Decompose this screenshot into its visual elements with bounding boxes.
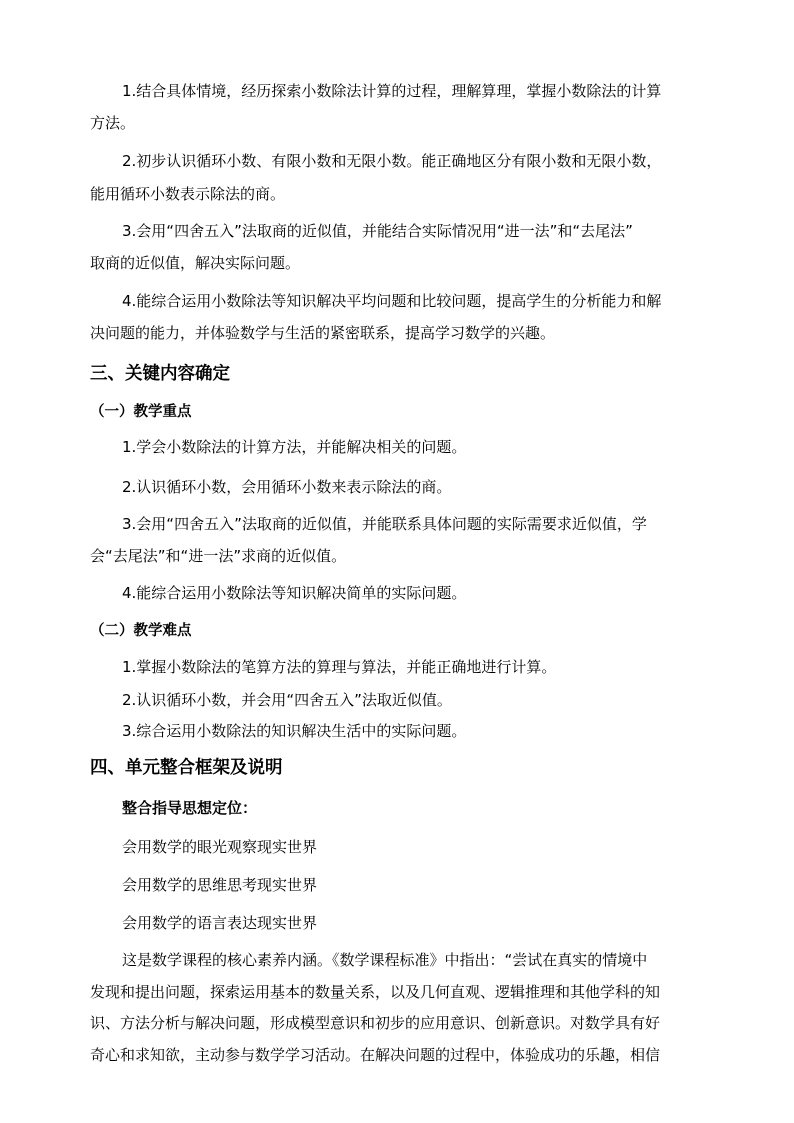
goal-3-line-2: 取商的近似值，解决实际问题。 (90, 254, 301, 272)
section-3-heading: 三、关键内容确定 (90, 364, 230, 384)
focus-item-2: 2.认识循环小数，会用循环小数来表示除法的商。 (122, 478, 452, 496)
core-line-2: 会用数学的思维思考现实世界 (122, 876, 318, 894)
paragraph-line-2: 发现和提出问题，探索运用基本的数量关系，以及几何直观、逻辑推理和其他学科的知 (90, 983, 661, 1001)
goal-4-line-1: 4.能综合运用小数除法等知识解决平均问题和比较问题，提高学生的分析能力和解 (122, 292, 662, 310)
difficulty-item-1: 1.掌握小数除法的笔算方法的算理与算法，并能正确地进行计算。 (122, 658, 557, 676)
goal-1-line-2: 方法。 (90, 114, 136, 132)
paragraph-line-3: 识、方法分析与解决问题，形成模型意识和初步的应用意识、创新意识。对数学具有好 (90, 1014, 661, 1032)
paragraph-line-4: 奇心和求知欲，主动参与数学学习活动。在解决问题的过程中，体验成功的乐趣，相信 (90, 1046, 661, 1064)
teaching-difficulty-heading: （二）教学难点 (90, 623, 192, 639)
focus-item-1: 1.学会小数除法的计算方法，并能解决相关的问题。 (122, 438, 467, 456)
focus-item-3-line-1: 3.会用“四舍五入”法取商的近似值，并能联系具体问题的实际需要求近似值，学 (122, 515, 647, 533)
paragraph-line-1: 这是数学课程的核心素养内涵。《数学课程标准》中指出：“尝试在真实的情境中 (122, 951, 648, 969)
section-4-heading: 四、单元整合框架及说明 (90, 758, 283, 778)
goal-1-line-1: 1.结合具体情境，经历探索小数除法计算的过程，理解算理，掌握小数除法的计算 (122, 82, 662, 100)
focus-item-3-line-2: 会“去尾法”和“进一法”求商的近似值。 (90, 547, 347, 565)
core-line-1: 会用数学的眼光观察现实世界 (122, 838, 318, 856)
core-line-3: 会用数学的语言表达现实世界 (122, 914, 318, 932)
goal-3-line-1: 3.会用“四舍五入”法取商的近似值，并能结合实际情况用“进一法”和“去尾法” (122, 222, 633, 240)
difficulty-item-2: 2.认识循环小数，并会用“四舍五入”法取近似值。 (122, 691, 452, 709)
difficulty-item-3: 3.综合运用小数除法的知识解决生活中的实际问题。 (122, 722, 467, 740)
goal-2-line-1: 2.初步认识循环小数、有限小数和无限小数。能正确地区分有限小数和无限小数， (122, 152, 662, 170)
focus-item-4: 4.能综合运用小数除法等知识解决简单的实际问题。 (122, 584, 467, 602)
teaching-focus-heading: （一）教学重点 (90, 404, 192, 420)
goal-4-line-2: 决问题的能力，并体验数学与生活的紧密联系，提高学习数学的兴趣。 (90, 324, 556, 342)
goal-2-line-2: 能用循环小数表示除法的商。 (90, 185, 286, 203)
guide-label: 整合指导思想定位： (122, 799, 258, 817)
